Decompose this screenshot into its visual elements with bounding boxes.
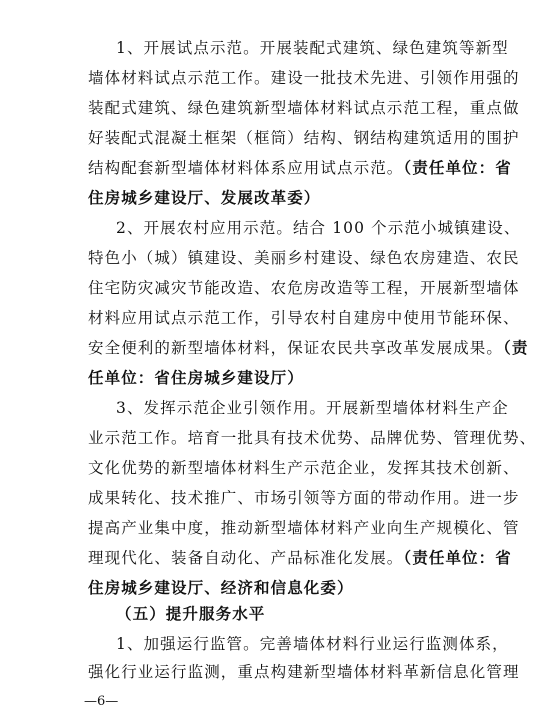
para3-line2: 业示范工作。培育一批具有技术优势、品牌优势、管理优势、 [88, 429, 537, 447]
para3-responsibility-start: （责任单位：省 [403, 548, 512, 567]
para3-line4: 成果转化、技术推广、市场引领等方面的带动作用。进一步 [88, 489, 520, 507]
para2-line3: 住宅防灾减灾节能改造、农危房改造等工程，开展新型墙体 [88, 279, 520, 297]
para2-line2: 特色小（城）镇建设、美丽乡村建设、绿色农房建造、农民 [88, 249, 520, 267]
para1-text-tail: 结构配套新型墙体材料体系应用试点示范。 [88, 159, 404, 177]
para1-line5 [88, 158, 512, 178]
para2-responsibility: 任单位：省住房城乡建设厅） [88, 368, 304, 387]
para2-line1: 2、开展农村应用示范。结合 100 个示范小城镇建设、 [116, 219, 521, 237]
page-number: —6— [84, 694, 119, 709]
para1-line2: 墙体材料试点示范工作。建设一批技术先进、引领作用强的 [88, 69, 520, 87]
para2-line5 [88, 338, 529, 358]
section-heading: （五）提升服务水平 [116, 604, 266, 623]
para3-responsibility: 住房城乡建设厅、经济和信息化委） [88, 578, 354, 597]
para1-responsibility-start: （责任单位：省 [403, 158, 512, 177]
para1-responsibility: 住房城乡建设厅、发展改革委） [88, 188, 321, 207]
para3-line6 [88, 548, 512, 568]
para3-text-tail: 理现代化、装备自动化、产品标准化发展。 [88, 549, 404, 567]
para1-line3: 装配式建筑、绿色建筑新型墙体材料试点示范工程，重点做 [88, 99, 520, 117]
para2-responsibility-start: （责 [503, 338, 529, 357]
final-para-line2: 强化行业运行监测，重点构建新型墙体材料革新信息化管理 [88, 663, 520, 681]
para2-line4: 材料应用试点示范工作，引导农村自建房中使用节能环保、 [88, 309, 520, 327]
para3-line1: 3、发挥示范企业引领作用。开展新型墙体材料生产企 [116, 399, 509, 417]
para3-line5: 提高产业集中度，推动新型墙体材料产业向生产规模化、管 [88, 519, 520, 537]
para1-line4: 好装配式混凝土框架（框筒）结构、钢结构建筑适用的围护 [88, 129, 520, 147]
para2-text-tail: 安全便利的新型墙体材料，保证农民共享改革发展成果。 [88, 339, 504, 357]
para3-line3: 文化优势的新型墙体材料生产示范企业，发挥其技术创新、 [88, 459, 520, 477]
para1-line1: 1、开展试点示范。开展装配式建筑、绿色建筑等新型 [116, 39, 509, 57]
final-para-line1: 1、加强运行监管。完善墙体材料行业运行监测体系， [116, 635, 509, 653]
